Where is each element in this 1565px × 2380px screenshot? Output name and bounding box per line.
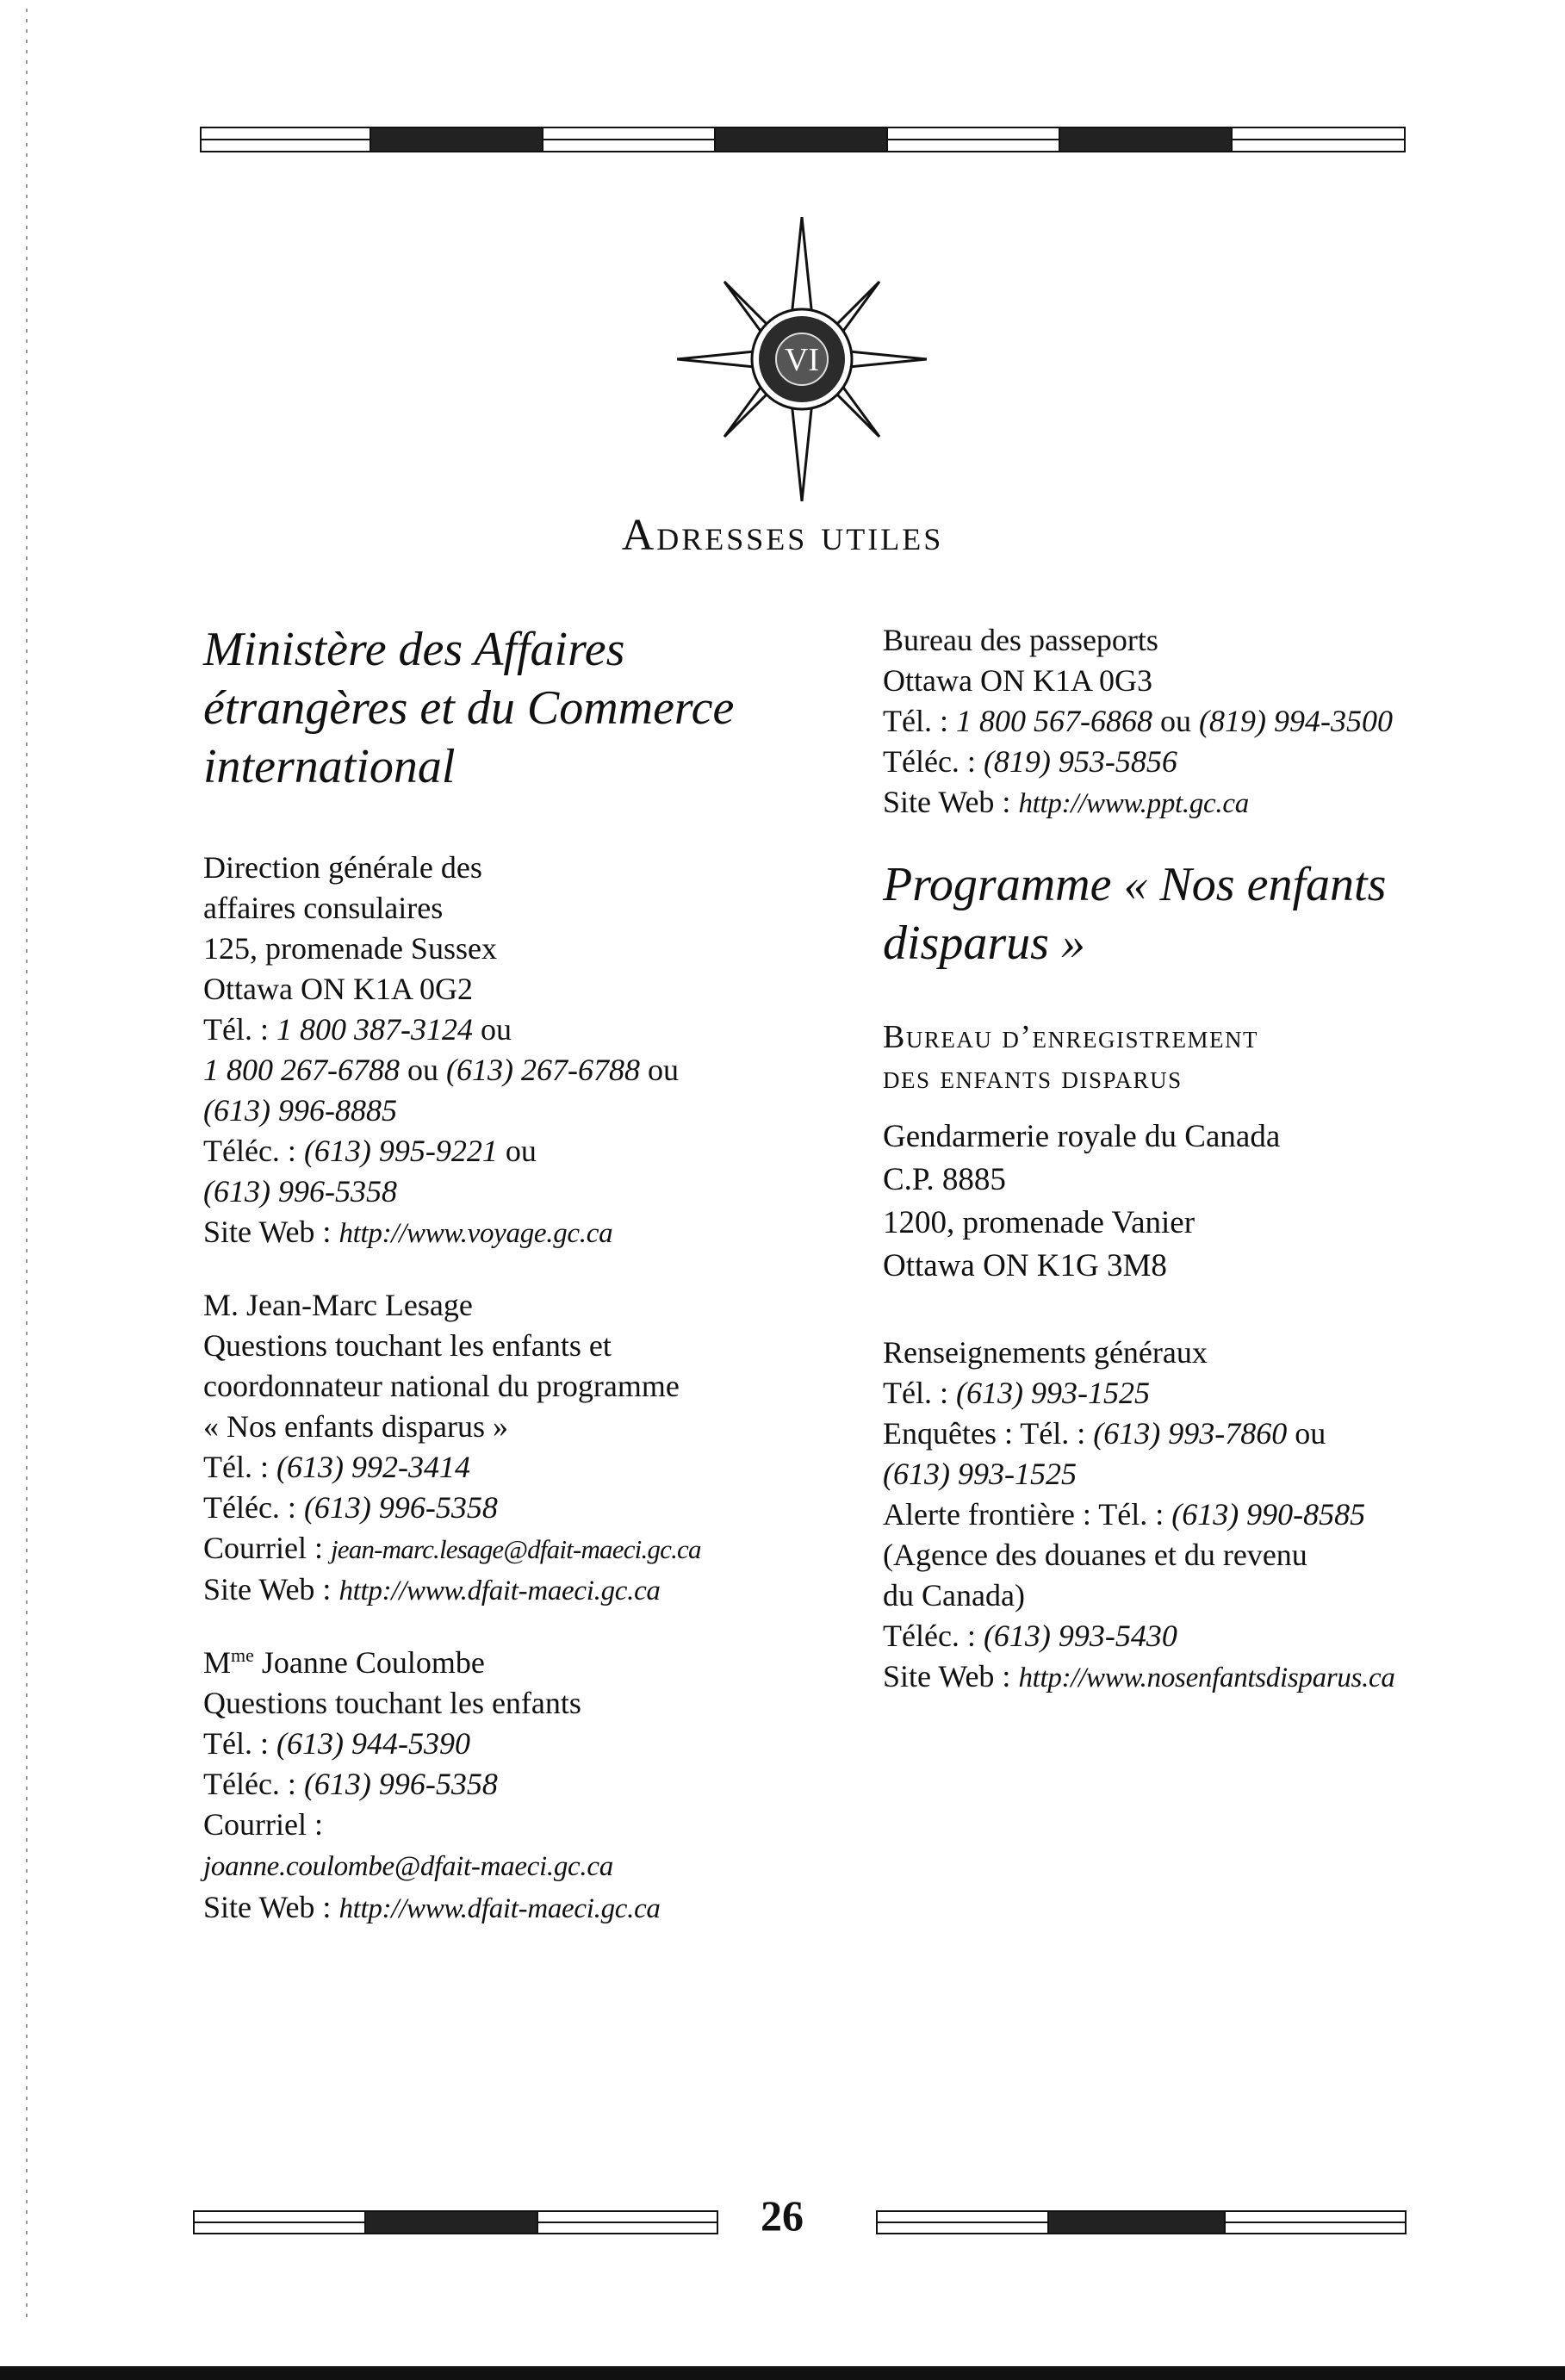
compass-emblem — [677, 217, 927, 506]
phone-label: Tél. : — [203, 1726, 276, 1761]
page-number: 26 — [761, 2191, 804, 2240]
phone-number: (613) 993-1525 — [883, 1457, 1077, 1491]
phone-line — [203, 1091, 789, 1131]
phone-line — [203, 1447, 789, 1488]
bottom-right-decorative-rule — [876, 2210, 1407, 2234]
phone-label: Tél. : — [883, 704, 956, 738]
fax-number: (613) 996-5358 — [203, 1174, 397, 1209]
connector: ou — [1152, 704, 1199, 738]
phone-number: 1 800 267-6788 — [203, 1053, 400, 1087]
chapter-badge: VI — [784, 342, 820, 378]
phone-number: (613) 992-3414 — [276, 1450, 470, 1484]
phone-number: (613) 267-6788 — [446, 1053, 640, 1087]
border-alert-label: Alerte frontière : Tél. : — [883, 1497, 1172, 1532]
phone-number: 1 800 567-6868 — [955, 704, 1152, 738]
heading-line: étrangères et du Commerce — [203, 681, 735, 735]
top-decorative-rule — [200, 127, 1406, 152]
phone-number: (613) 996-8885 — [203, 1093, 397, 1128]
fax-number: (613) 996-5358 — [303, 1767, 498, 1801]
heading-line: Ministère des Affaires — [203, 623, 625, 676]
fax-label: Téléc. : — [883, 744, 984, 779]
contact-block-coulombe — [203, 1643, 789, 1929]
contact-name — [203, 1643, 789, 1683]
address-block-passports — [883, 620, 1555, 824]
phone-label: Tél. : — [203, 1450, 276, 1484]
border-alert-line — [883, 1494, 1555, 1535]
section-heading-missing-children — [883, 855, 1555, 973]
address-line: C.P. 8885 — [883, 1162, 1006, 1197]
contact-name: M. Jean-Marc Lesage — [203, 1288, 473, 1322]
connector: ou — [472, 1012, 512, 1047]
info-heading: Renseignements généraux — [883, 1335, 1208, 1370]
contact-role: Questions touchant les enfants et — [203, 1328, 612, 1363]
connector: ou — [497, 1134, 537, 1168]
fax-line — [203, 1131, 789, 1171]
fax-line — [883, 742, 1555, 782]
bottom-left-decorative-rule — [193, 2210, 718, 2234]
phone-line — [883, 1373, 1555, 1414]
website-link[interactable]: http://www.voyage.gc.ca — [338, 1218, 613, 1249]
fax-number: (819) 953-5856 — [983, 744, 1177, 779]
scan-margin-line — [26, 9, 28, 2317]
website-link[interactable]: http://www.dfait-maeci.gc.ca — [338, 1893, 661, 1924]
enquiries-line — [883, 1414, 1555, 1454]
website-link[interactable]: http://www.ppt.gc.ca — [1018, 788, 1249, 819]
email-link[interactable]: joanne.coulombe@dfait-maeci.gc.ca — [203, 1851, 613, 1882]
web-line — [883, 782, 1555, 824]
web-label: Site Web : — [203, 1572, 339, 1606]
web-line — [203, 1887, 789, 1929]
phone-number: (819) 994-3500 — [1198, 704, 1393, 738]
email-label: Courriel : — [203, 1807, 323, 1842]
phone-number: (613) 993-7860 — [1093, 1416, 1288, 1451]
fax-number: (613) 995-9221 — [303, 1134, 498, 1168]
contact-block-lesage — [203, 1285, 789, 1612]
fax-number: (613) 996-5358 — [303, 1490, 498, 1525]
subheading-line: des enfants disparus — [883, 1060, 1183, 1096]
agency-note: (Agence des douanes et du revenu — [883, 1538, 1307, 1572]
subheading-line: Bureau d’enregistrement — [883, 1019, 1258, 1055]
contact-role: Questions touchant les enfants — [203, 1686, 581, 1720]
contact-name-text: Joanne Coulombe — [253, 1645, 485, 1680]
phone-number: 1 800 387-3124 — [276, 1012, 473, 1047]
address-line: 1200, promenade Vanier — [883, 1205, 1195, 1240]
web-label: Site Web : — [883, 785, 1019, 819]
scan-bottom-edge — [0, 2366, 1565, 2380]
website-link[interactable]: http://www.nosenfantsdisparus.ca — [1018, 1662, 1395, 1693]
heading-line: Programme « Nos enfants — [883, 858, 1387, 911]
web-label: Site Web : — [883, 1659, 1019, 1693]
heading-line: disparus » — [883, 917, 1085, 970]
heading-line: international — [203, 740, 456, 793]
web-label: Site Web : — [203, 1890, 339, 1924]
address-line: 125, promenade Sussex — [203, 931, 497, 966]
fax-label: Téléc. : — [203, 1767, 304, 1801]
web-line — [883, 1656, 1555, 1699]
phone-line — [203, 1050, 789, 1091]
fax-label: Téléc. : — [883, 1619, 984, 1653]
web-line — [203, 1569, 789, 1612]
connector: ou — [639, 1053, 679, 1087]
address-line: Ottawa ON K1A 0G3 — [883, 663, 1152, 698]
phone-line — [883, 701, 1555, 742]
phone-number: (613) 993-1525 — [955, 1376, 1150, 1410]
connector: ou — [400, 1053, 446, 1087]
contact-role: « Nos enfants disparus » — [203, 1409, 508, 1444]
phone-line — [203, 1724, 789, 1764]
address-line: Gendarmerie royale du Canada — [883, 1119, 1281, 1154]
email-label: Courriel : — [203, 1531, 331, 1565]
section-heading-ministry — [203, 620, 789, 796]
address-line: Ottawa ON K1G 3M8 — [883, 1248, 1167, 1283]
connector: ou — [1287, 1416, 1326, 1451]
email-line — [203, 1528, 789, 1569]
address-line: Direction générale des — [203, 850, 482, 885]
contact-block-general-info — [883, 1333, 1555, 1699]
left-column — [203, 620, 789, 1929]
web-label: Site Web : — [203, 1215, 339, 1249]
address-line: Ottawa ON K1A 0G2 — [203, 972, 473, 1006]
honorific-superscript: me — [231, 1644, 254, 1666]
contact-role: coordonnateur national du programme — [203, 1369, 680, 1403]
phone-label: Tél. : — [883, 1376, 956, 1410]
fax-line — [883, 1616, 1555, 1656]
address-line: affaires consulaires — [203, 891, 444, 925]
web-line — [203, 1212, 789, 1254]
phone-line — [203, 1010, 789, 1050]
fax-number: (613) 993-5430 — [983, 1619, 1177, 1653]
fax-label: Téléc. : — [203, 1134, 304, 1168]
address-block-rcmp — [883, 1115, 1555, 1288]
honorific: M — [203, 1645, 232, 1680]
phone-number: (613) 990-8585 — [1171, 1497, 1366, 1532]
address-block-consular — [203, 848, 789, 1254]
sub-heading-registry — [883, 1017, 1555, 1098]
right-column — [883, 620, 1555, 1699]
website-link[interactable]: http://www.dfait-maeci.gc.ca — [338, 1575, 661, 1606]
fax-line — [203, 1764, 789, 1805]
page-title: Adresses utiles — [621, 511, 944, 560]
enquiries-label: Enquêtes : Tél. : — [883, 1416, 1094, 1451]
fax-label: Téléc. : — [203, 1490, 304, 1525]
email-link[interactable]: jean-marc.lesage@dfait-maeci.gc.ca — [330, 1534, 701, 1564]
phone-number: (613) 944-5390 — [276, 1726, 470, 1761]
fax-line — [203, 1171, 789, 1212]
address-line: Bureau des passeports — [883, 623, 1158, 657]
agency-note: du Canada) — [883, 1578, 1025, 1613]
fax-line — [203, 1488, 789, 1528]
phone-label: Tél. : — [203, 1012, 276, 1047]
